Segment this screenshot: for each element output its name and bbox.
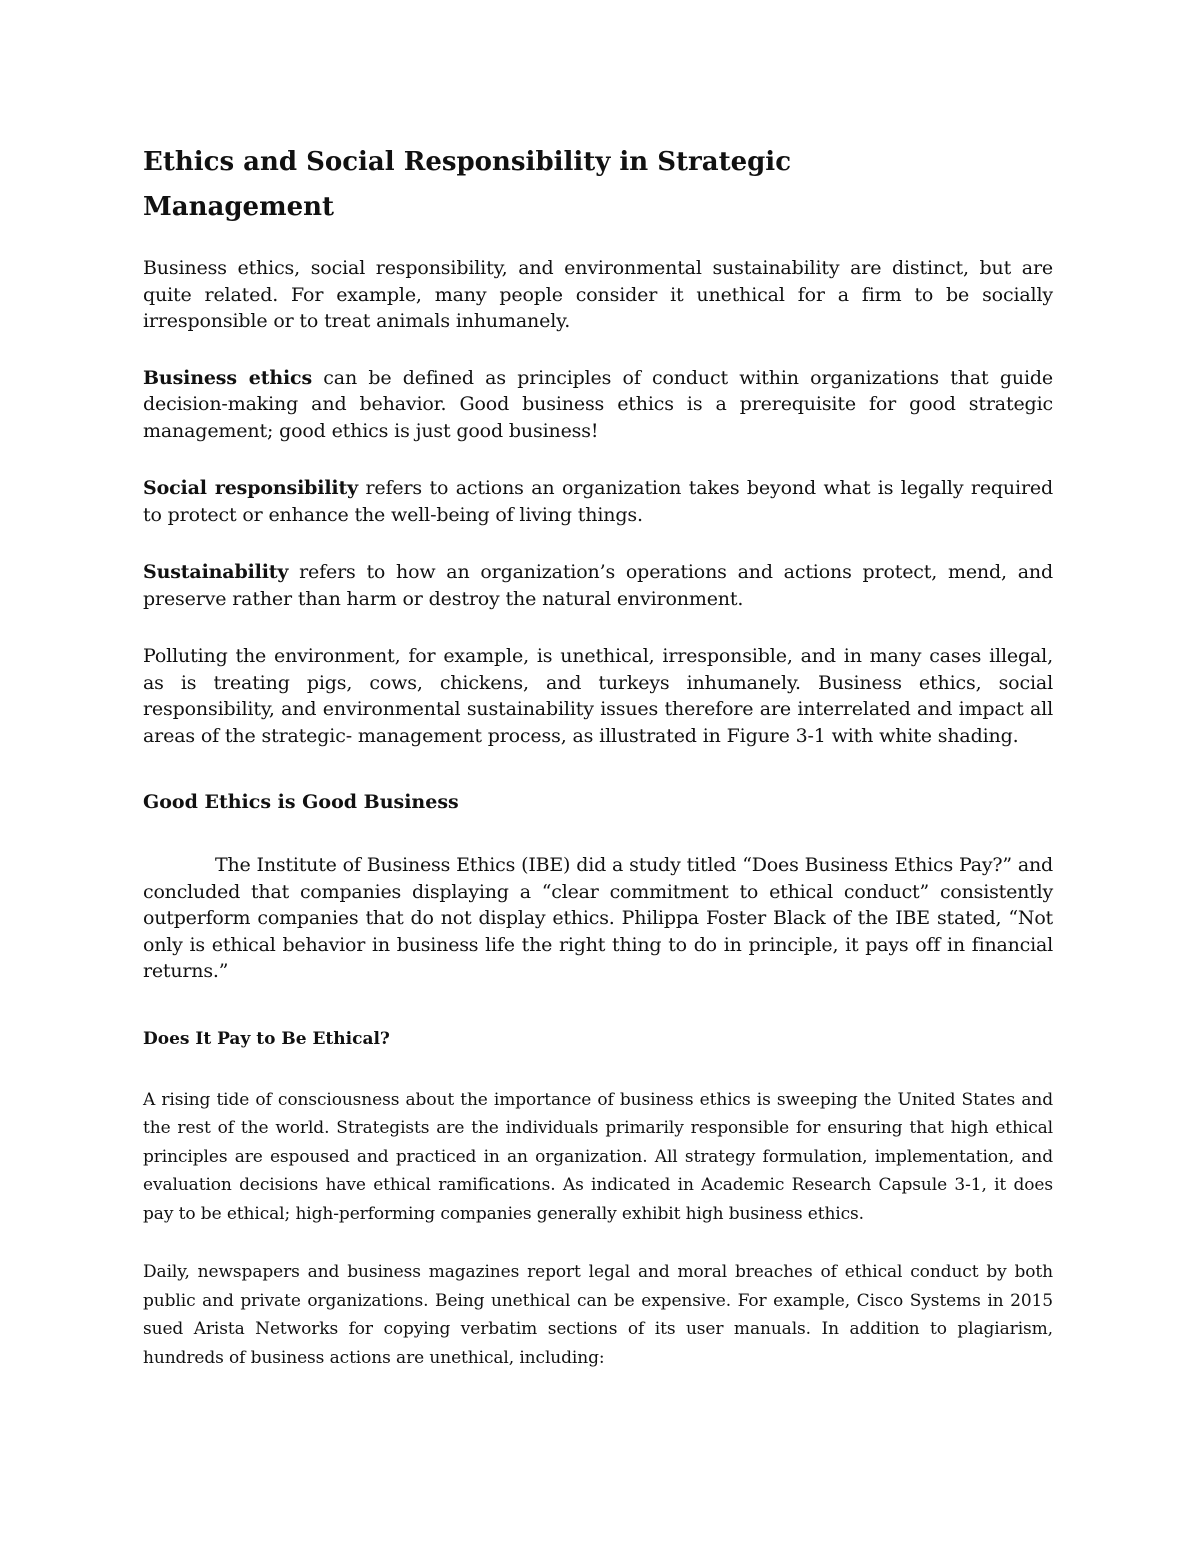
intro-paragraph: Business ethics, social responsibility, and environmental sustainability are distinct, but are quite related. For example, many people consider it unethical for a firm to be socially irresponsible or to treat animals inhumanely. — [143, 257, 1053, 332]
polluting-paragraph: Polluting the environment, for example, is unethical, irresponsible, and in many cases illegal, as is treating pigs, cows, chickens, and turkeys inhumanely. Business ethics, social responsibility, and environmental sustainability issues therefore are interrelated and impact all areas of the strategic- management process, as illustrated in Figure 3-1 with white shading. — [143, 645, 1053, 747]
document-page — [143, 140, 1053, 1372]
ibe-study-paragraph: The Institute of Business Ethics (IBE) did a study titled “Does Business Ethics Pay?” and concluded that companies displaying a “clear commitment to ethical conduct” consistently outperform companies that do not display ethics. Philippa Foster Black of the IBE stated, “Not only is ethical behavior in business life the right thing to do in principle, it pays off in financial returns.” — [143, 854, 1053, 982]
social-responsibility-definition — [143, 475, 1053, 528]
sustainability-term: Sustainability — [143, 561, 289, 583]
sustainability-text: refers to how an organization’s operations and actions protect, mend, and preserve rather than harm or destroy the natural environment. — [143, 561, 1053, 610]
business-ethics-term: Business ethics — [143, 366, 313, 389]
rising-tide-paragraph: A rising tide of consciousness about the importance of business ethics is sweeping the United States and the rest of the world. Strategists are the individuals primarily responsible for ensuring that high ethical principles are espoused and practiced in an organization. All strategy formulation, implementation, and evaluation decisions have ethical ramifications. As indicated in Academic Research Capsule 3-1, it does pay to be ethical; high-performing companies generally exhibit high business ethics. — [143, 1089, 1053, 1224]
daily-breaches-paragraph: Daily, newspapers and business magazines report legal and moral breaches of ethical conduct by both public and private organizations. Being unethical can be expensive. For example, Cisco Systems in 2015 sued Arista Networks for copying verbatim sections of its user manuals. In addition to plagiarism, hundreds of business actions are unethical, including: — [143, 1262, 1053, 1368]
social-responsibility-text: refers to actions an organization takes beyond what is legally required to protect or enhance the well-being of living things. — [143, 477, 1053, 526]
social-responsibility-term: Social responsibility — [143, 477, 358, 499]
document-title: Ethics and Social Responsibility in Strategic Management — [143, 147, 792, 222]
good-ethics-heading: Good Ethics is Good Business — [143, 791, 459, 813]
business-ethics-definition — [143, 365, 1053, 445]
sustainability-definition — [143, 559, 1053, 612]
does-it-pay-heading: Does It Pay to Be Ethical? — [143, 1028, 390, 1049]
business-ethics-text: can be defined as principles of conduct within organizations that guide decision-making and behavior. Good business ethics is a prerequisite for good strategic management; good ethics is just good business! — [143, 366, 1053, 442]
